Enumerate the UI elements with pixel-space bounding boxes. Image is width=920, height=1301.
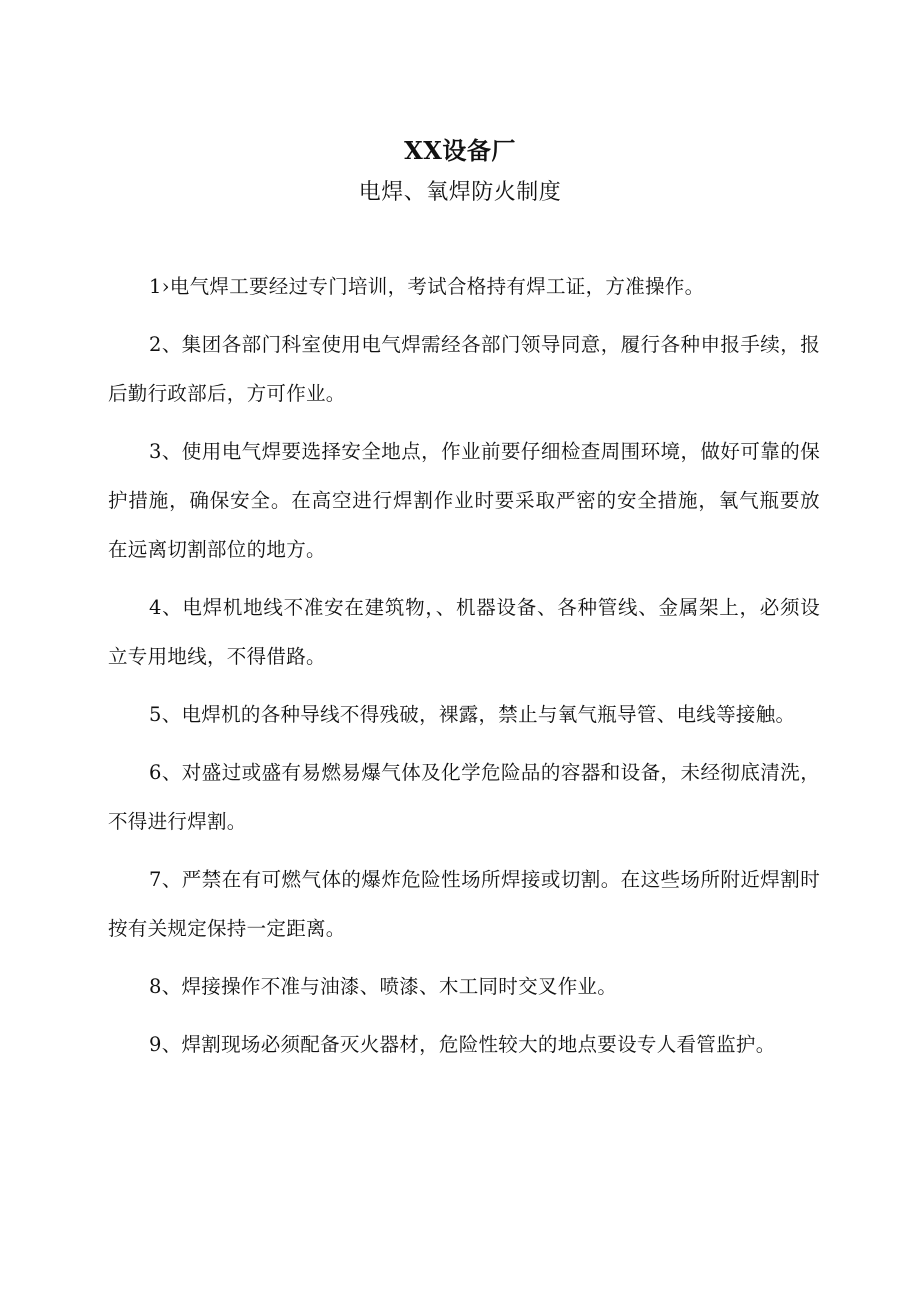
rule-paragraph-2: 2、集团各部门科室使用电气焊需经各部门领导同意，履行各种申报手续，报后勤行政部后，方可作业。 bbox=[108, 333, 820, 405]
rule-paragraph-3: 3、使用电气焊要选择安全地点，作业前要仔细检查周围环境，做好可靠的保护措施，确保安全。在高空进行焊割作业时要采取严密的安全措施，氧气瓶要放在远离切割部位的地方。 bbox=[108, 440, 820, 561]
rule-paragraph-9: 9、焊割现场必须配备灭火器材，危险性较大的地点要设专人看管监护。 bbox=[149, 1033, 776, 1056]
rule-paragraph-6: 6、对盛过或盛有易燃易爆气体及化学危险品的容器和设备，未经彻底清洗，不得进行焊割。 bbox=[108, 761, 820, 833]
rule-paragraph-1: 1›电气焊工要经过专门培训，考试合格持有焊工证，方准操作。 bbox=[149, 275, 705, 298]
rule-paragraph-4: 4、电焊机地线不准安在建筑物，、机器设备、各种管线、金属架上，必须设立专用地线，不得借路。 bbox=[108, 596, 820, 668]
rule-paragraph-7: 7、严禁在有可燃气体的爆炸危险性场所焊接或切割。在这些场所附近焊割时按有关规定保持一定距离。 bbox=[108, 868, 820, 940]
document-body bbox=[108, 262, 820, 1078]
rule-paragraph-8: 8、焊接操作不准与油漆、喷漆、木工同时交叉作业。 bbox=[149, 975, 618, 998]
document-subtitle: 电焊、氧焊防火制度 bbox=[358, 180, 562, 205]
rule-paragraph-5: 5、电焊机的各种导线不得残破，裸露，禁止与氧气瓶导管、电线等接触。 bbox=[149, 703, 796, 726]
document-title: XX设备厂 bbox=[404, 136, 516, 165]
